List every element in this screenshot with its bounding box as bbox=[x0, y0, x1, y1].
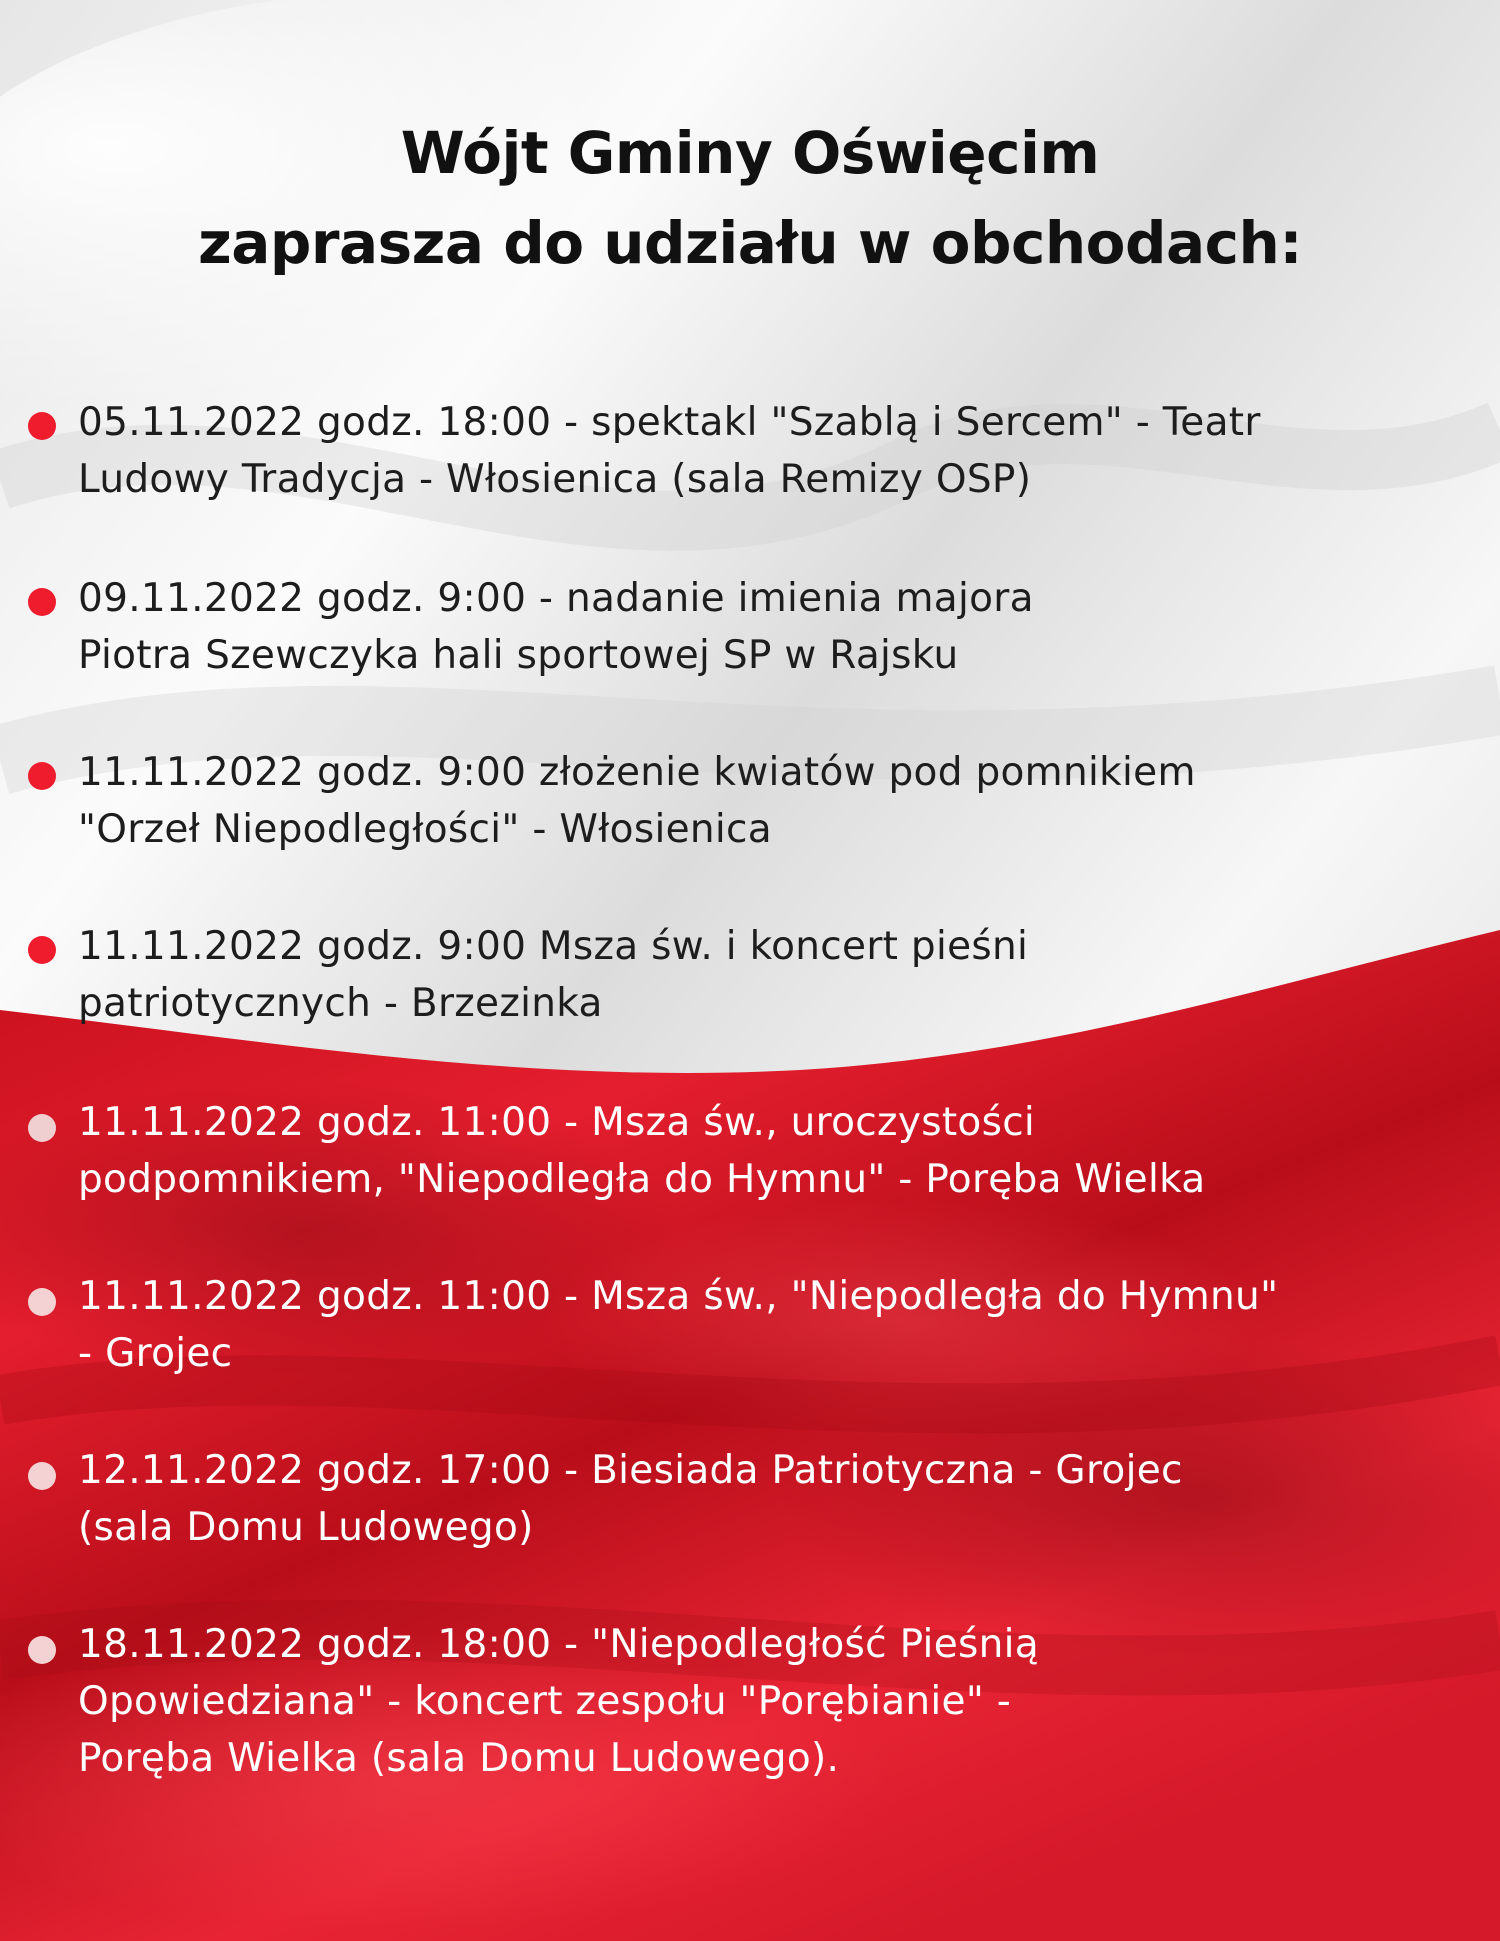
bullet-icon bbox=[28, 1636, 56, 1664]
event-line: 11.11.2022 godz. 9:00 Msza św. i koncert pieśni bbox=[78, 924, 1029, 969]
event-line: - Grojec bbox=[78, 1331, 233, 1376]
event-line: 11.11.2022 godz. 11:00 - Msza św., uroczystości bbox=[78, 1100, 1036, 1145]
event-line: Opowiedziana" - koncert zespołu "Porębianie" - bbox=[78, 1679, 1012, 1724]
bullet-icon bbox=[28, 412, 56, 440]
event-text bbox=[78, 918, 1478, 1032]
event-line: 11.11.2022 godz. 9:00 złożenie kwiatów pod pomnikiem bbox=[78, 750, 1196, 795]
bullet-icon bbox=[28, 1288, 56, 1316]
event-line: "Orzeł Niepodległości" - Włosienica bbox=[78, 807, 772, 852]
event-line: 09.11.2022 godz. 9:00 - nadanie imienia majora bbox=[78, 576, 1034, 621]
event-line: Poręba Wielka (sala Domu Ludowego). bbox=[78, 1736, 840, 1781]
event-text bbox=[78, 1616, 1478, 1787]
event-line: 12.11.2022 godz. 17:00 - Biesiada Patriotyczna - Grojec bbox=[78, 1448, 1183, 1493]
event-line: 11.11.2022 godz. 11:00 - Msza św., "Niepodległa do Hymnu" bbox=[78, 1274, 1279, 1319]
event-text bbox=[78, 744, 1478, 858]
event-text bbox=[78, 1094, 1478, 1208]
event-text bbox=[78, 1442, 1478, 1556]
event-text bbox=[78, 1268, 1478, 1382]
page-title bbox=[0, 108, 1500, 288]
event-line: patriotycznych - Brzezinka bbox=[78, 981, 603, 1026]
bullet-icon bbox=[28, 1462, 56, 1490]
event-line: 18.11.2022 godz. 18:00 - "Niepodległość Pieśnią bbox=[78, 1622, 1039, 1667]
event-line: Ludowy Tradycja - Włosienica (sala Remizy OSP) bbox=[78, 457, 1032, 502]
bullet-icon bbox=[28, 1114, 56, 1142]
event-line: (sala Domu Ludowego) bbox=[78, 1505, 534, 1550]
event-line: podpomnikiem, "Niepodległa do Hymnu" - Poręba Wielka bbox=[78, 1157, 1206, 1202]
event-text bbox=[78, 394, 1478, 508]
bullet-icon bbox=[28, 762, 56, 790]
event-line: 05.11.2022 godz. 18:00 - spektakl "Szablą i Sercem" - Teatr bbox=[78, 400, 1261, 445]
title-line-1: Wójt Gminy Oświęcim bbox=[400, 119, 1100, 187]
bullet-icon bbox=[28, 936, 56, 964]
event-text bbox=[78, 570, 1478, 684]
event-line: Piotra Szewczyka hali sportowej SP w Rajsku bbox=[78, 633, 959, 678]
bullet-icon bbox=[28, 588, 56, 616]
title-line-2: zaprasza do udziału w obchodach: bbox=[197, 209, 1303, 277]
